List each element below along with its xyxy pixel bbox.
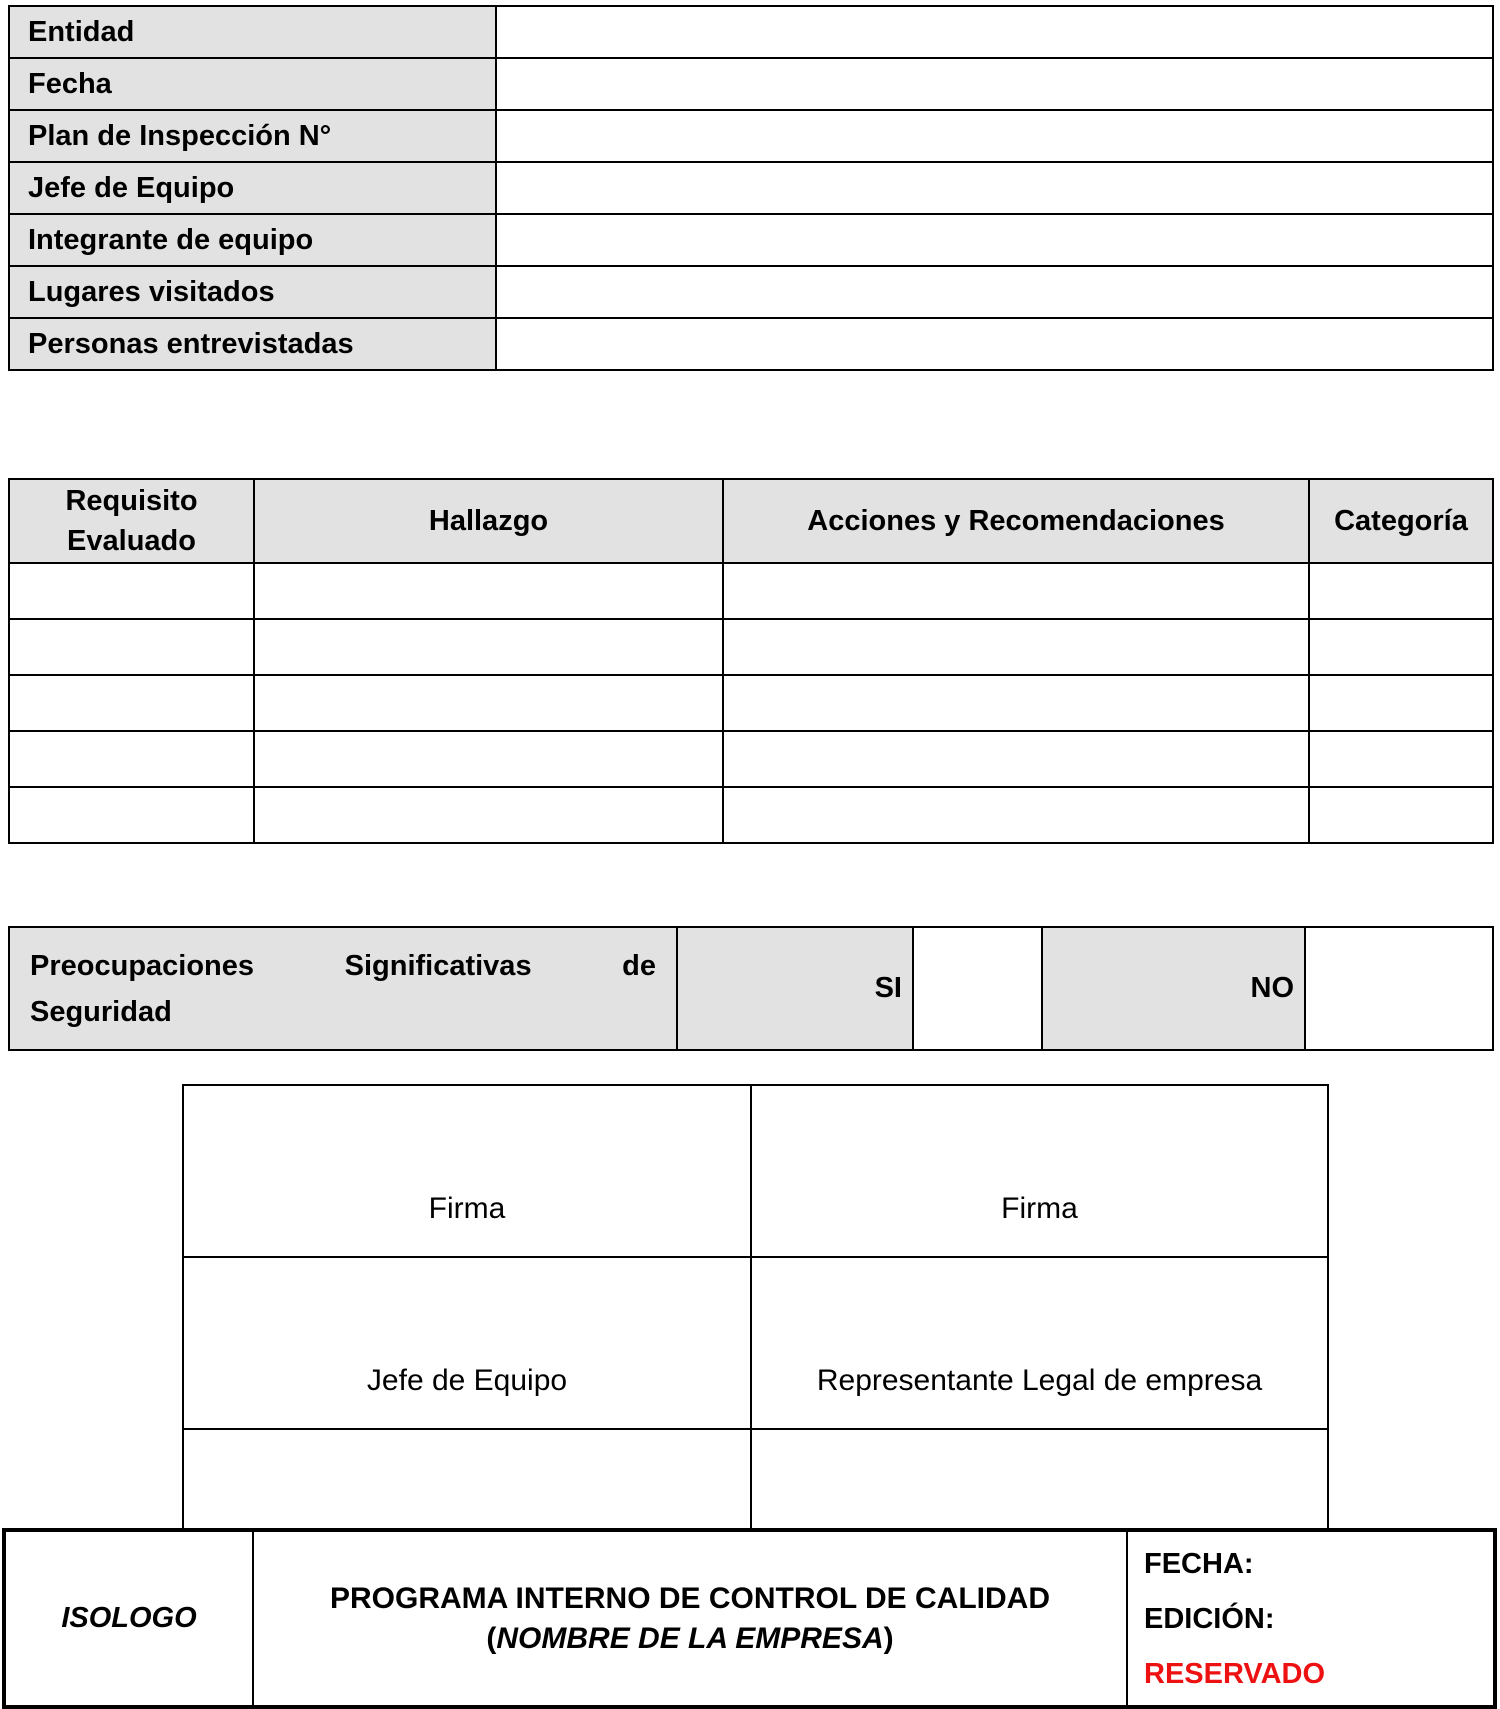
table-row: [9, 214, 1493, 266]
info-value-lugares-visitados[interactable]: [496, 266, 1493, 318]
paren-close: ): [883, 1621, 894, 1655]
info-label-fecha: Fecha: [9, 58, 496, 110]
firma-left-cell[interactable]: Firma: [183, 1085, 751, 1257]
findings-cell[interactable]: [1309, 787, 1493, 843]
header-requisito-evaluado: Requisito Evaluado: [9, 479, 254, 563]
findings-cell[interactable]: [1309, 619, 1493, 675]
findings-cell[interactable]: [254, 787, 723, 843]
safety-concerns-label: [9, 927, 677, 1050]
info-label-entidad: Entidad: [9, 6, 496, 58]
footer-meta-cell: [1127, 1530, 1495, 1707]
table-row: [183, 1085, 1328, 1257]
info-label-personas-entrevistadas: Personas entrevistadas: [9, 318, 496, 370]
table-row: [9, 563, 1493, 619]
header-acciones-recomendaciones: Acciones y Recomendaciones: [723, 479, 1309, 563]
header-categoria: Categoría: [1309, 479, 1493, 563]
info-label-integrante-equipo: Integrante de equipo: [9, 214, 496, 266]
info-value-fecha[interactable]: [496, 58, 1493, 110]
table-row: [9, 731, 1493, 787]
findings-cell[interactable]: [254, 675, 723, 731]
safety-label-word: Significativas: [344, 949, 532, 982]
info-value-jefe-equipo[interactable]: [496, 162, 1493, 214]
safety-label-word: Preocupaciones: [30, 949, 255, 982]
findings-cell[interactable]: [9, 731, 254, 787]
firma-right-cell[interactable]: Firma: [751, 1085, 1328, 1257]
no-label-cell: NO: [1042, 927, 1305, 1050]
si-label-cell: SI: [677, 927, 913, 1050]
edicion-meta-label: EDICIÓN:: [1144, 1603, 1275, 1635]
findings-header-row: [9, 479, 1493, 563]
fecha-meta-label: FECHA:: [1144, 1548, 1254, 1580]
findings-cell[interactable]: [723, 731, 1309, 787]
findings-cell[interactable]: [254, 619, 723, 675]
reservado-label: RESERVADO: [1144, 1658, 1326, 1690]
info-label-lugares-visitados: Lugares visitados: [9, 266, 496, 318]
findings-cell[interactable]: [723, 787, 1309, 843]
footer-block: [2, 1528, 1497, 1709]
table-row: [9, 675, 1493, 731]
isologo-placeholder: ISOLOGO: [4, 1530, 253, 1707]
table-row: [9, 6, 1493, 58]
findings-cell[interactable]: [1309, 563, 1493, 619]
info-value-personas-entrevistadas[interactable]: [496, 318, 1493, 370]
findings-cell[interactable]: [254, 563, 723, 619]
info-value-entidad[interactable]: [496, 6, 1493, 58]
table-row: [4, 1530, 1495, 1707]
findings-cell[interactable]: [254, 731, 723, 787]
findings-cell[interactable]: [723, 619, 1309, 675]
table-row: [9, 927, 1493, 1050]
findings-cell[interactable]: [723, 675, 1309, 731]
role-jefe-equipo-cell: Jefe de Equipo: [183, 1257, 751, 1429]
company-name-placeholder: NOMBRE DE LA EMPRESA: [496, 1621, 884, 1655]
findings-cell[interactable]: [9, 619, 254, 675]
safety-label-word: de: [622, 949, 656, 982]
table-row: [183, 1257, 1328, 1429]
info-value-integrante-equipo[interactable]: [496, 214, 1493, 266]
findings-table: [8, 478, 1494, 844]
signature-table: [182, 1084, 1329, 1602]
info-table: [8, 5, 1494, 371]
info-label-plan-inspeccion: Plan de Inspección N°: [9, 110, 496, 162]
findings-cell[interactable]: [723, 563, 1309, 619]
table-row: [9, 787, 1493, 843]
paren-open: (: [486, 1621, 497, 1655]
document-title-cell: [253, 1530, 1127, 1707]
safety-label-line1: [30, 943, 656, 989]
no-checkbox-cell[interactable]: [1305, 927, 1493, 1050]
si-checkbox-cell[interactable]: [913, 927, 1042, 1050]
document-title-line1: PROGRAMA INTERNO DE CONTROL DE CALIDAD: [330, 1581, 1050, 1615]
table-row: [9, 266, 1493, 318]
info-value-plan-inspeccion[interactable]: [496, 110, 1493, 162]
document-title-line2: [264, 1619, 1116, 1659]
findings-cell[interactable]: [1309, 675, 1493, 731]
findings-cell[interactable]: [9, 675, 254, 731]
header-hallazgo: Hallazgo: [254, 479, 723, 563]
info-label-jefe-equipo: Jefe de Equipo: [9, 162, 496, 214]
findings-cell[interactable]: [9, 563, 254, 619]
table-row: [9, 619, 1493, 675]
table-row: [9, 58, 1493, 110]
safety-concerns-table: [8, 926, 1494, 1051]
table-row: [9, 110, 1493, 162]
safety-label-line2: Seguridad: [30, 995, 172, 1028]
findings-cell[interactable]: [9, 787, 254, 843]
role-representante-legal-cell: Representante Legal de empresa: [751, 1257, 1328, 1429]
findings-cell[interactable]: [1309, 731, 1493, 787]
table-row: [9, 318, 1493, 370]
table-row: [9, 162, 1493, 214]
